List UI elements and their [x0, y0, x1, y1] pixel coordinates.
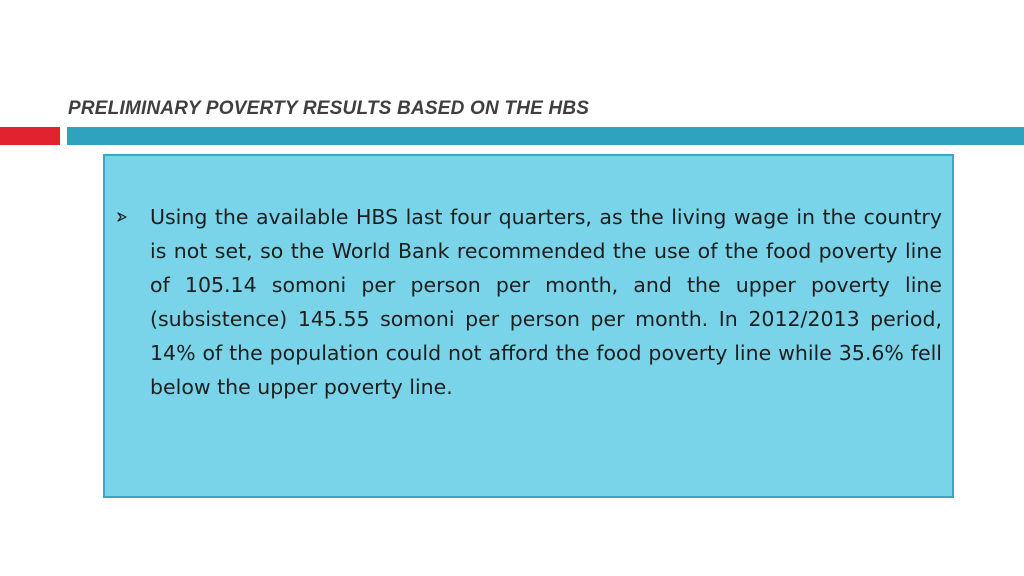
- title-accent-bar-teal: [67, 127, 1024, 145]
- arrowhead-bullet-icon: [117, 212, 127, 222]
- bullet-paragraph: Using the available HBS last four quarters, as the living wage in the country is not set, so the World Bank recommended the use of the food poverty line of 105.14 somoni per person per month, and the upper poverty line (subsistence) 145.55 somoni per person per month. In 2012/2013 period, 14% of the population could not afford the food poverty line while 35.6% fell below the upper poverty line.: [150, 205, 942, 399]
- slide-title: PRELIMINARY POVERTY RESULTS BASED ON THE HBS: [68, 98, 590, 119]
- title-accent-bar-red: [0, 127, 60, 145]
- content-box: [103, 154, 954, 498]
